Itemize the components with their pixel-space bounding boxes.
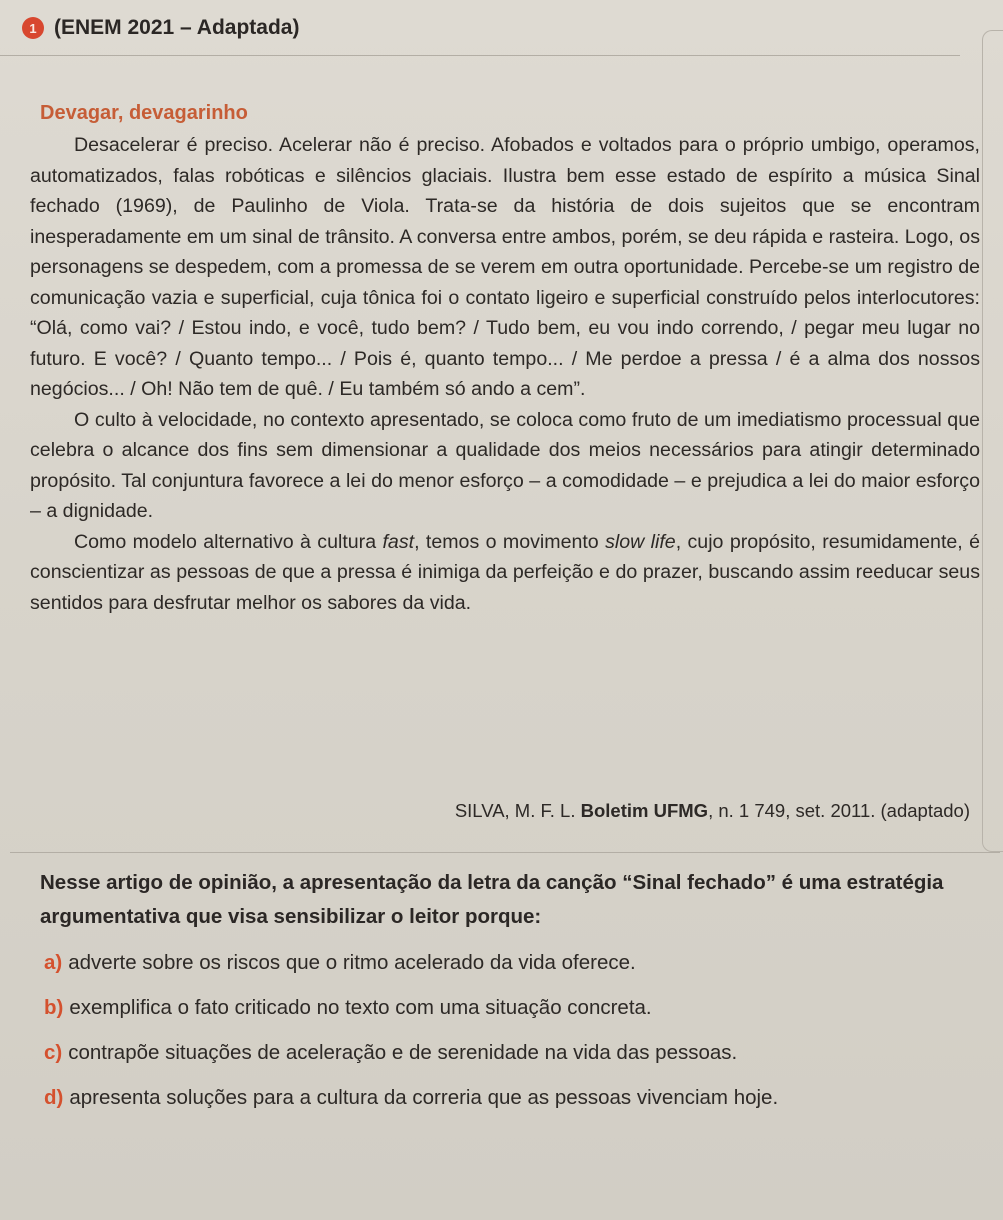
citation-details: , n. 1 749, set. 2011. (adaptado) [708, 800, 970, 821]
support-text-box [10, 72, 1000, 853]
question-source: (ENEM 2021 – Adaptada) [54, 16, 300, 39]
citation-publication: Boletim UFMG [580, 800, 709, 821]
option-text: contrapõe situações de aceleração e de serenidade na vida das pessoas. [68, 1041, 738, 1064]
article-body [30, 130, 980, 618]
answer-options [44, 940, 984, 1120]
header-divider [0, 55, 960, 56]
paragraph-text: , temos o movimento [414, 530, 606, 553]
citation [455, 800, 970, 822]
option-c[interactable] [44, 1030, 984, 1075]
article-paragraph: O culto à velocidade, no contexto apresentado, se coloca como fruto de um imediatismo processual que celebra o alcance dos fins sem dimensionar a qualidade dos meios necessários para atingir determinado propósito. Tal conjuntura favorece a lei do menor esforço – a comodidade – e prejudica a lei do maior esforço – a dignidade. [30, 408, 980, 522]
question-number-badge: 1 [22, 17, 44, 39]
option-text: adverte sobre os riscos que o ritmo acelerado da vida oferece. [68, 951, 636, 974]
question-header [0, 10, 299, 46]
option-d[interactable] [44, 1075, 984, 1120]
option-a[interactable] [44, 940, 984, 985]
text-title: Devagar, devagarinho [40, 102, 248, 124]
article-paragraph: Desacelerar é preciso. Acelerar não é preciso. Afobados e voltados para o próprio umbigo, operamos, automatizados, falas robóticas e silêncios glaciais. Ilustra bem esse estado de espírito a música Sinal fechado (1969), de Paulinho de Viola. Trata-se da história de dois sujeitos que se encontram inesperadamente em um sinal de trânsito. A conversa entre ambos, porém, se deu rápida e rasteira. Logo, os personagens se despedem, com a promessa de se verem em outra oportunidade. Percebe-se um registro de comunicação vazia e superficial, cuja tônica foi o contato ligeiro e superficial construído pelos interlocutores: “Olá, como vai? / Estou indo, e você, tudo bem? / Tudo bem, eu vou indo correndo, / pegar meu lugar no futuro. E você? / Quanto tempo... / Pois é, quanto tempo... / Me perdoe a pressa / é a alma dos nossos negócios... / Oh! Não tem de quê. / Eu também só ando a cem”. [30, 134, 980, 400]
article-paragraph [30, 527, 980, 619]
italic-term-slow-life: slow life [605, 530, 676, 553]
option-letter: d) [44, 1086, 64, 1109]
question-stem: Nesse artigo de opinião, a apresentação da letra da canção “Sinal fechado” é uma estratégia argumentativa que visa sensibilizar o leitor porque: [40, 871, 944, 928]
option-letter: a) [44, 951, 63, 974]
paragraph-text: , cujo propósito, resumidamente, é conscientizar as pessoas de que a pressa é inimiga da perfeição e do prazer, buscando assim reeducar seus sentidos para desfrutar melhor os sabores da vida. [30, 530, 980, 614]
option-text: exemplifica o fato criticado no texto com uma situação concreta. [69, 996, 652, 1019]
option-letter: b) [44, 996, 64, 1019]
citation-author: SILVA, M. F. L. [454, 800, 581, 821]
option-text: apresenta soluções para a cultura da correria que as pessoas vivenciam hoje. [69, 1086, 779, 1109]
option-b[interactable] [44, 985, 984, 1030]
italic-term-fast: fast [382, 530, 415, 553]
option-letter: c) [44, 1041, 63, 1064]
paragraph-text: Como modelo alternativo à cultura [74, 530, 383, 553]
